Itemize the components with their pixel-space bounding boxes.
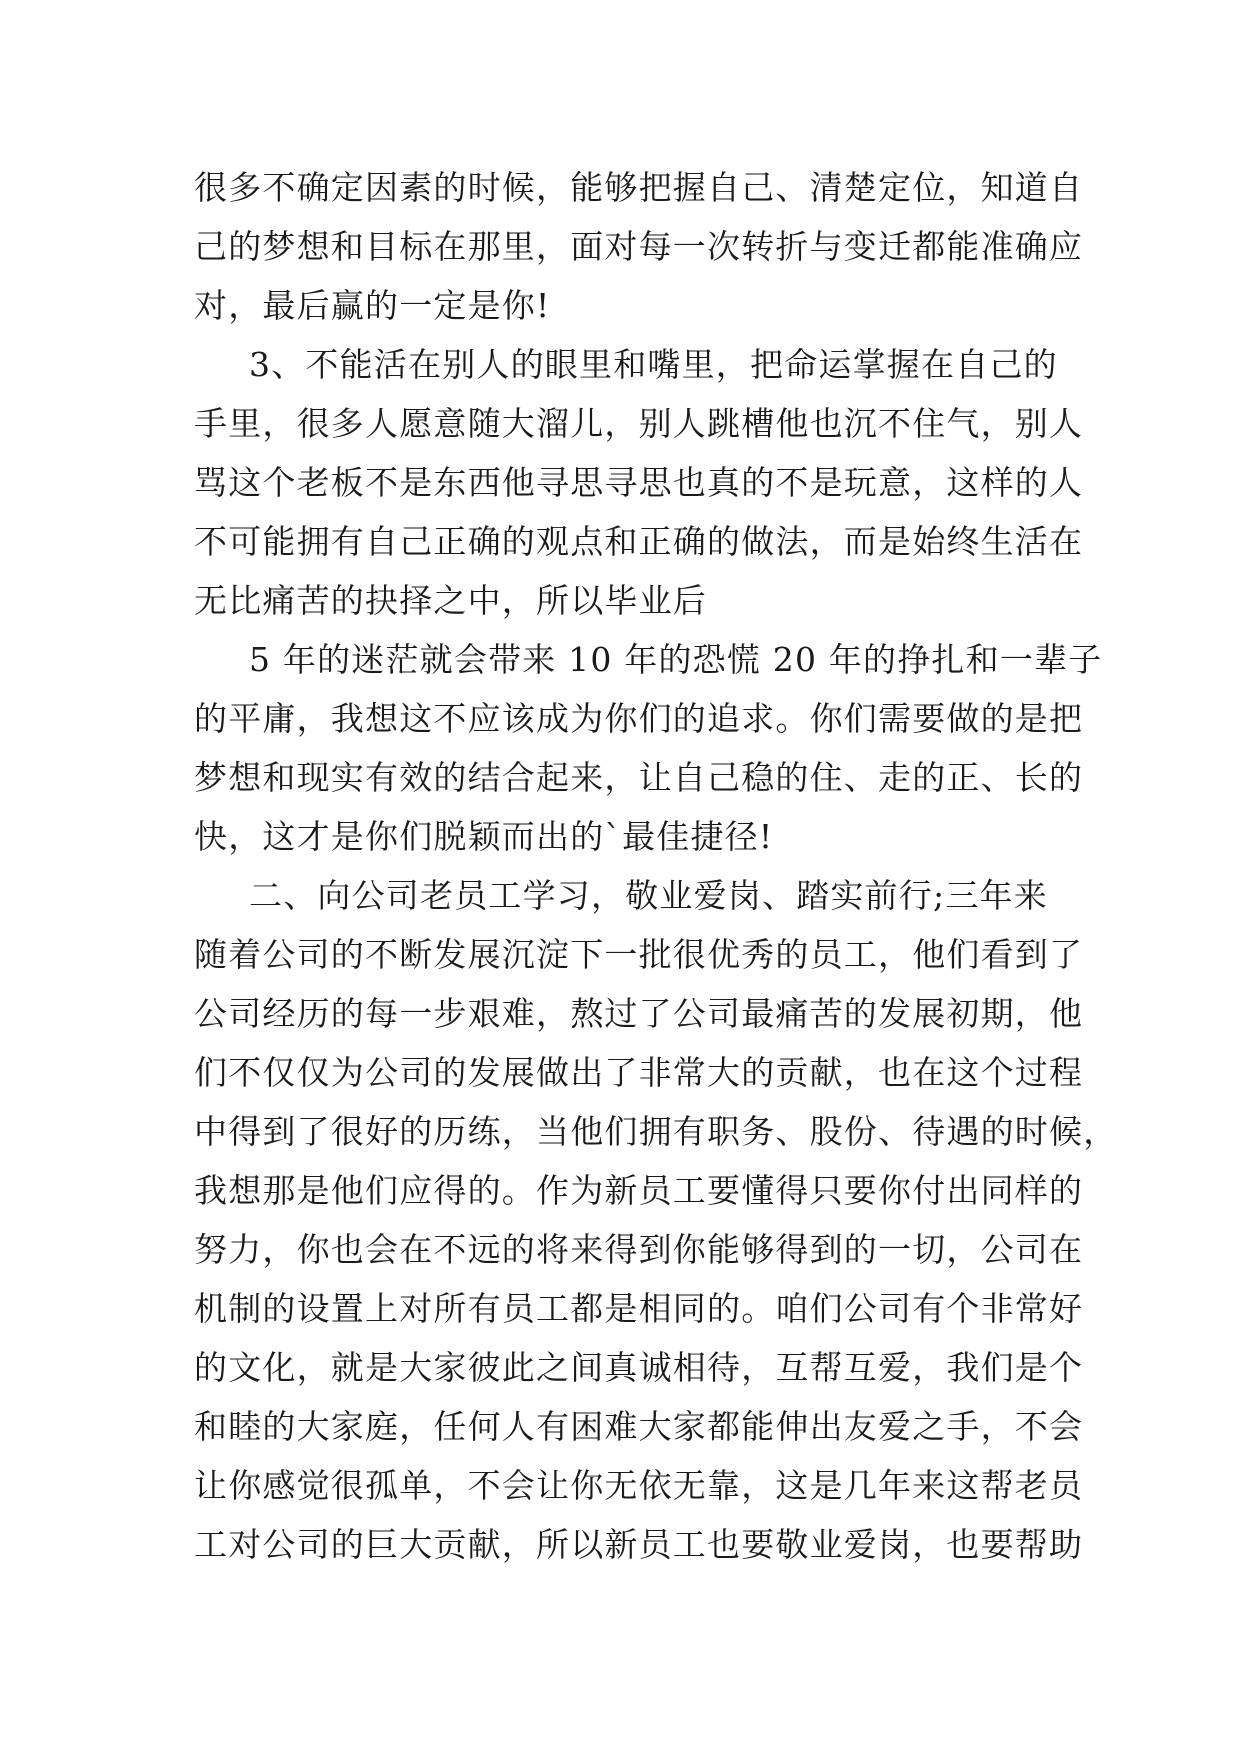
text-line: 快，这才是你们脱颖而出的`最佳捷径!: [194, 817, 774, 856]
text-line: 5 年的迷茫就会带来 10 年的恐慌 20 年的挣扎和一辈子: [249, 640, 1103, 679]
text-line: 和睦的大家庭，任何人有困难大家都能伸出友爱之手，不会: [194, 1407, 1084, 1446]
text-line: 机制的设置上对所有员工都是相同的。咱们公司有个非常好: [194, 1289, 1084, 1328]
text-line: 手里，很多人愿意随大溜儿，别人跳槽他也沉不住气，别人: [194, 404, 1084, 443]
text-line: 对，最后赢的一定是你!: [194, 286, 551, 325]
text-line: 让你感觉很孤单，不会让你无依无靠，这是几年来这帮老员: [194, 1466, 1084, 1505]
text-line: 二、向公司老员工学习，敬业爱岗、踏实前行;三年来: [249, 876, 1048, 915]
text-line: 我想那是他们应得的。作为新员工要懂得只要你付出同样的: [194, 1171, 1084, 1210]
text-line: 梦想和现实有效的结合起来，让自己稳的住、走的正、长的: [194, 758, 1084, 797]
document-body: [194, 158, 1118, 1574]
text-line: 己的梦想和目标在那里，面对每一次转折与变迁都能准确应: [194, 227, 1084, 266]
text-line: 随着公司的不断发展沉淀下一批很优秀的员工，他们看到了: [194, 935, 1084, 974]
text-line: 的平庸，我想这不应该成为你们的追求。你们需要做的是把: [194, 699, 1084, 738]
text-line: 的文化，就是大家彼此之间真诚相待，互帮互爱，我们是个: [194, 1348, 1084, 1387]
text-line: 工对公司的巨大贡献，所以新员工也要敬业爱岗，也要帮助: [194, 1525, 1084, 1564]
text-line: 们不仅仅为公司的发展做出了非常大的贡献，也在这个过程: [194, 1053, 1084, 1092]
text-line: 骂这个老板不是东西他寻思寻思也真的不是玩意，这样的人: [194, 463, 1084, 502]
text-line: 中得到了很好的历练，当他们拥有职务、股份、待遇的时候，: [194, 1112, 1118, 1151]
text-line: 公司经历的每一步艰难，熬过了公司最痛苦的发展初期，他: [194, 994, 1084, 1033]
text-line: 无比痛苦的抉择之中，所以毕业后: [194, 581, 707, 620]
text-line: 很多不确定因素的时候，能够把握自己、清楚定位，知道自: [194, 168, 1084, 207]
text-line: 3、不能活在别人的眼里和嘴里，把命运掌握在自己的: [249, 345, 1058, 384]
text-line: 不可能拥有自己正确的观点和正确的做法，而是始终生活在: [194, 522, 1084, 561]
text-line: 努力，你也会在不远的将来得到你能够得到的一切，公司在: [194, 1230, 1084, 1269]
